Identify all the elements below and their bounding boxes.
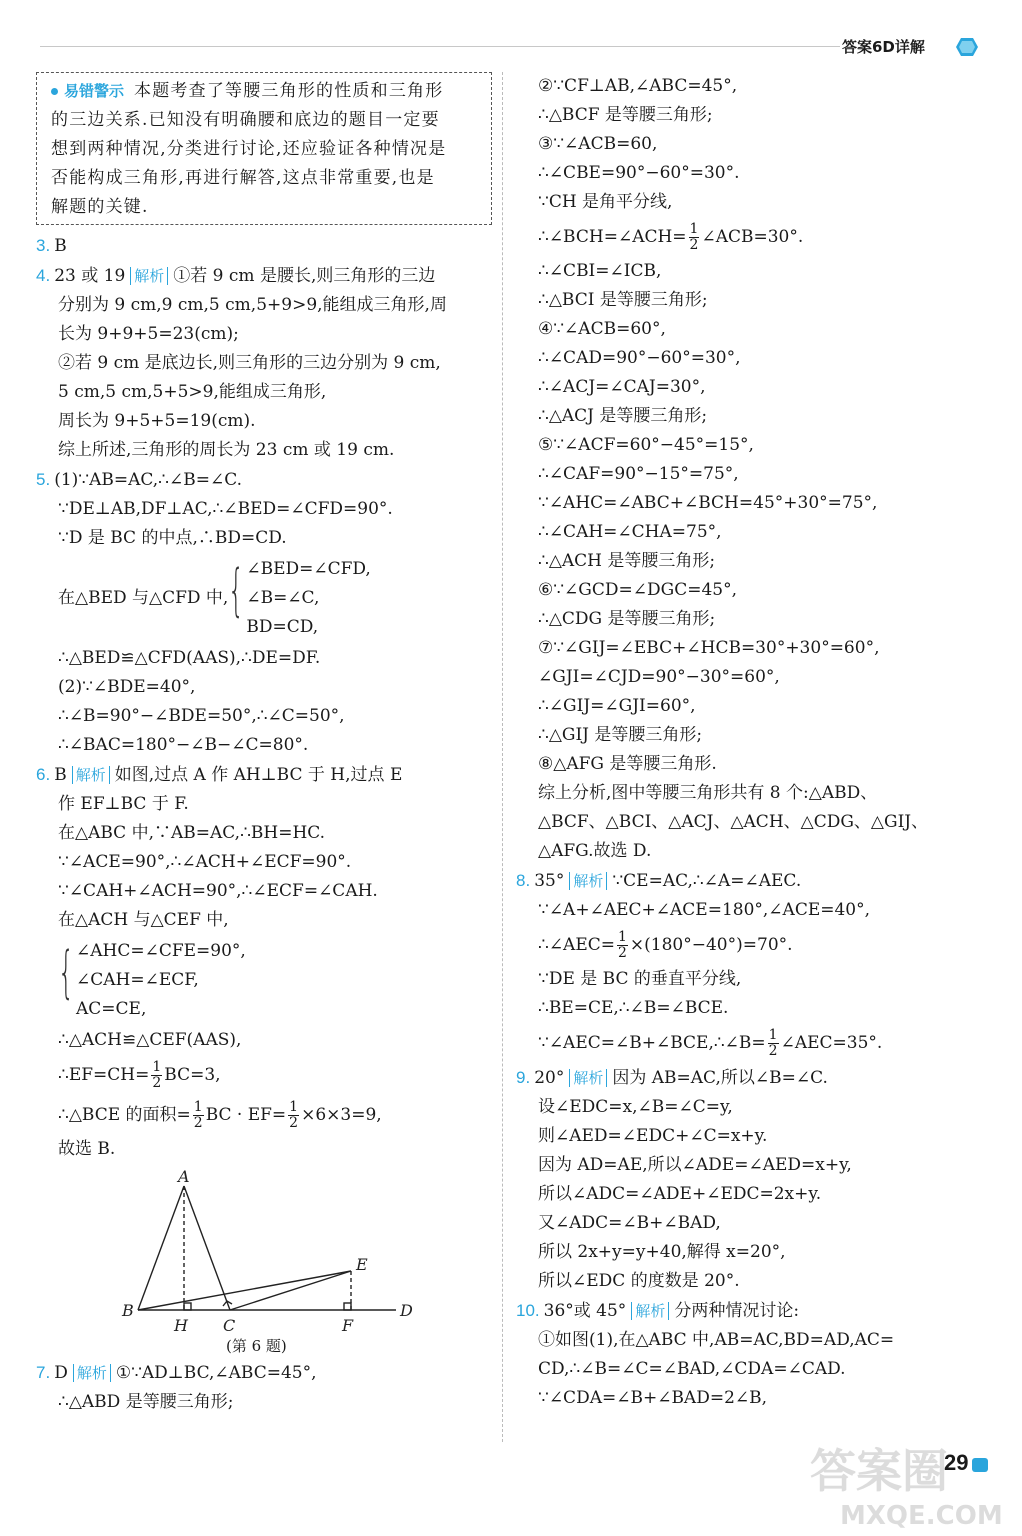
analysis-tag: 解析	[631, 1302, 669, 1320]
q8-line: ∴BE=CE,∴∠B=∠BCE.	[538, 998, 729, 1018]
q6-figure	[116, 1168, 446, 1358]
q8-line: ∵DE 是 BC 的垂直平分线,	[538, 969, 742, 989]
q7-line: ②∵CF⊥AB,∠ABC=45°,	[538, 76, 738, 96]
q9-line: 则∠AED=∠EDC+∠C=x+y.	[538, 1126, 768, 1146]
q7-line: 综上分析,图中等腰三角形共有 8 个:△ABD、	[538, 783, 878, 803]
left-brace-icon: {	[58, 940, 75, 1005]
q6-line: 6. B 解析 如图,过点 A 作 AH⊥BC 于 H,过点 E	[36, 765, 403, 785]
q7-line: ∵CH 是角平分线,	[538, 192, 673, 212]
q6-line: 在△ACH 与△CEF 中,	[58, 910, 229, 930]
note-line: 本题考查了等腰三角形的性质和三角形	[134, 81, 444, 101]
q5-line: ∵DE⊥AB,DF⊥AC,∴∠BED=∠CFD=90°.	[58, 499, 393, 519]
header-label: 答案6D详解	[842, 38, 925, 56]
q7-line: ∴∠CBI=∠ICB,	[538, 261, 662, 281]
q6-line: 故选 B.	[58, 1139, 116, 1159]
point-label-A: A	[178, 1168, 190, 1186]
left-brace-icon: {	[228, 558, 245, 623]
error-warning-note	[36, 72, 492, 225]
q6-line: 作 EF⊥BC 于 F.	[58, 794, 189, 814]
q9-line: 所以 2x+y=y+40,解得 x=20°,	[538, 1242, 786, 1262]
watermark-logo-icon	[800, 1432, 1010, 1532]
point-label-E: E	[356, 1255, 368, 1274]
q8-fraction-line: ∵∠AEC=∠B+∠BCE,∴∠B= $\frac{1}{2}$ ∠AEC=35°.	[538, 1027, 883, 1059]
q6-line: ∵∠CAH+∠ACH=90°,∴∠ECF=∠CAH.	[58, 881, 378, 901]
q9-line: 因为 AD=AE,所以∠ADE=∠AED=x+y,	[538, 1155, 852, 1175]
q7-line: ∴△BCI 是等腰三角形;	[538, 290, 708, 310]
q3-answer: 3. B	[36, 236, 67, 256]
q6-line: 在△ABC 中,∵AB=AC,∴BH=HC.	[58, 823, 326, 843]
q6-fraction-line: ∴EF=CH= $\frac{1}{2}$ BC=3,	[58, 1059, 221, 1091]
left-column	[36, 72, 492, 1417]
note-line: 解题的关键.	[51, 197, 149, 217]
point-label-D: D	[400, 1301, 413, 1320]
q7-fraction-line: ∴∠BCH=∠ACH= $\frac{1}{2}$ ∠ACB=30°.	[538, 221, 804, 253]
point-label-F: F	[342, 1316, 354, 1335]
q7-line: ④∵∠ACB=60°,	[538, 319, 666, 339]
q7-line: ∴△ABD 是等腰三角形;	[58, 1392, 234, 1412]
q7-line: △AFG.故选 D.	[538, 841, 652, 861]
q7-line: ⑦∵∠GIJ=∠EBC+∠HCB=30°+30°=60°,	[538, 638, 880, 658]
q7-line: ∴△ACH 是等腰三角形;	[538, 551, 716, 571]
triangle-diagram	[116, 1168, 446, 1338]
q5-line: ∴△BED≌△CFD(AAS),∴DE=DF.	[58, 648, 321, 668]
q6-brace-system: { ∠AHC=∠CFE=90°, ∠CAH=∠ECF, AC=CE,	[36, 937, 492, 1024]
q4-line: 5 cm,5 cm,5+5>9,能组成三角形,	[58, 382, 327, 402]
point-label-H: H	[174, 1316, 188, 1335]
q10-line: 10. 36°或 45° 解析 分两种情况讨论:	[516, 1301, 800, 1321]
header-rule	[40, 46, 840, 47]
analysis-tag: 解析	[569, 1069, 607, 1087]
q10-line: ∵∠CDA=∠B+∠BAD=2∠B,	[538, 1388, 768, 1408]
note-line: 的三边关系.已知没有明确腰和底边的题目一定要	[51, 110, 440, 130]
q5-line: ∵D 是 BC 的中点,∴BD=CD.	[58, 528, 287, 548]
q4-line: ②若 9 cm 是底边长,则三角形的三边分别为 9 cm,	[58, 353, 441, 373]
point-label-C: C	[223, 1316, 236, 1335]
q7-line: ⑤∵∠ACF=60°−45°=15°,	[538, 435, 754, 455]
q6-line: ∵∠ACE=90°,∴∠ACH+∠ECF=90°.	[58, 852, 352, 872]
q7-line: 7. D 解析 ①∵AD⊥BC,∠ABC=45°,	[36, 1363, 317, 1383]
column-divider	[502, 72, 503, 1442]
q4-line: 综上所述,三角形的周长为 23 cm 或 19 cm.	[58, 440, 395, 460]
q5-line: ∴∠B=90°−∠BDE=50°,∴∠C=50°,	[58, 706, 345, 726]
q4-line: 周长为 9+5+5=19(cm).	[58, 411, 256, 431]
point-label-B: B	[122, 1301, 134, 1320]
q8-fraction-line: ∴∠AEC= $\frac{1}{2}$ ×(180°−40°)=70°.	[538, 929, 793, 961]
note-line: 否能构成三角形,再进行解答,这点非常重要,也是	[51, 168, 435, 188]
bullet-dot-icon	[51, 88, 58, 95]
q7-line: ∴∠ACJ=∠CAJ=30°,	[538, 377, 706, 397]
note-tag: 易错警示	[51, 82, 124, 100]
q7-line: ∴∠CAD=90°−60°=30°,	[538, 348, 741, 368]
q7-line: ⑥∵∠GCD=∠DGC=45°,	[538, 580, 738, 600]
q9-line: 9. 20° 解析 因为 AB=AC,所以∠B=∠C.	[516, 1068, 828, 1088]
q8-line: ∵∠A+∠AEC+∠ACE=180°,∠ACE=40°,	[538, 900, 871, 920]
analysis-tag: 解析	[72, 766, 110, 784]
q7-line: ∴∠CBE=90°−60°=30°.	[538, 163, 740, 183]
q8-line: 8. 35° 解析 ∵CE=AC,∴∠A=∠AEC.	[516, 871, 802, 891]
q7-line: ∴△CDG 是等腰三角形;	[538, 609, 716, 629]
analysis-tag: 解析	[130, 267, 168, 285]
q7-line: ∴∠CAH=∠CHA=75°,	[538, 522, 722, 542]
page-number: 29	[944, 1450, 969, 1475]
q7-line: ∵∠AHC=∠ABC+∠BCH=45°+30°=75°,	[538, 493, 878, 513]
q9-line: 设∠EDC=x,∠B=∠C=y,	[538, 1097, 733, 1117]
note-line: 想到两种情况,分类进行讨论,还应验证各种情况是	[51, 139, 447, 159]
analysis-tag: 解析	[569, 872, 607, 890]
q7-line: ⑧△AFG 是等腰三角形.	[538, 754, 717, 774]
q4-line: 分别为 9 cm,9 cm,5 cm,5+9>9,能组成三角形,周	[58, 295, 447, 315]
q7-line: ∴△GIJ 是等腰三角形;	[538, 725, 703, 745]
q7-line: ∴△BCF 是等腰三角形;	[538, 105, 713, 125]
q7-line: ∴∠CAF=90°−15°=75°,	[538, 464, 739, 484]
right-column	[516, 72, 986, 1413]
q9-line: 所以∠EDC 的度数是 20°.	[538, 1271, 740, 1291]
q5-line: ∴∠BAC=180°−∠B−∠C=80°.	[58, 735, 309, 755]
hexagon-badge-icon	[956, 37, 978, 57]
q7-line: △BCF、△BCI、△ACJ、△ACH、△CDG、△GIJ、	[538, 812, 929, 832]
q6-fraction-line: ∴△BCE 的面积= $\frac{1}{2}$ BC · EF= $\frac{1}{2}$ ×6×3=9,	[58, 1099, 382, 1131]
q10-line: ①如图(1),在△ABC 中,AB=AC,BD=AD,AC=	[538, 1330, 895, 1350]
q9-line: 又∠ADC=∠B+∠BAD,	[538, 1213, 721, 1233]
svg-text:MXQE.COM: MXQE.COM	[840, 1501, 1003, 1531]
q4-line: 长为 9+9+5=23(cm);	[58, 324, 239, 344]
q5-brace-system: 在△BED 与△CFD 中, { ∠BED=∠CFD, ∠B=∠C, BD=CD,	[36, 555, 492, 642]
analysis-tag: 解析	[73, 1364, 111, 1382]
q7-line: ∴∠GIJ=∠GJI=60°,	[538, 696, 696, 716]
q7-line: ∴△ACJ 是等腰三角形;	[538, 406, 708, 426]
figure-caption: (第 6 题)	[226, 1337, 287, 1355]
q7-line: ∠GJI=∠CJD=90°−30°=60°,	[538, 667, 780, 687]
q7-line: ③∵∠ACB=60,	[538, 134, 658, 154]
q10-line: CD,∴∠B=∠C=∠BAD,∠CDA=∠CAD.	[538, 1359, 846, 1379]
q6-line: ∴△ACH≌△CEF(AAS),	[58, 1030, 242, 1050]
q9-line: 所以∠ADC=∠ADE+∠EDC=2x+y.	[538, 1184, 822, 1204]
q5-line: (2)∵∠BDE=40°,	[58, 677, 196, 697]
svg-text:答案圈: 答案圈	[810, 1444, 948, 1498]
q5-line: 5. (1)∵AB=AC,∴∠B=∠C.	[36, 470, 243, 490]
q4-line: 4. 23 或 19 解析 ①若 9 cm 是腰长,则三角形的三边	[36, 266, 436, 286]
